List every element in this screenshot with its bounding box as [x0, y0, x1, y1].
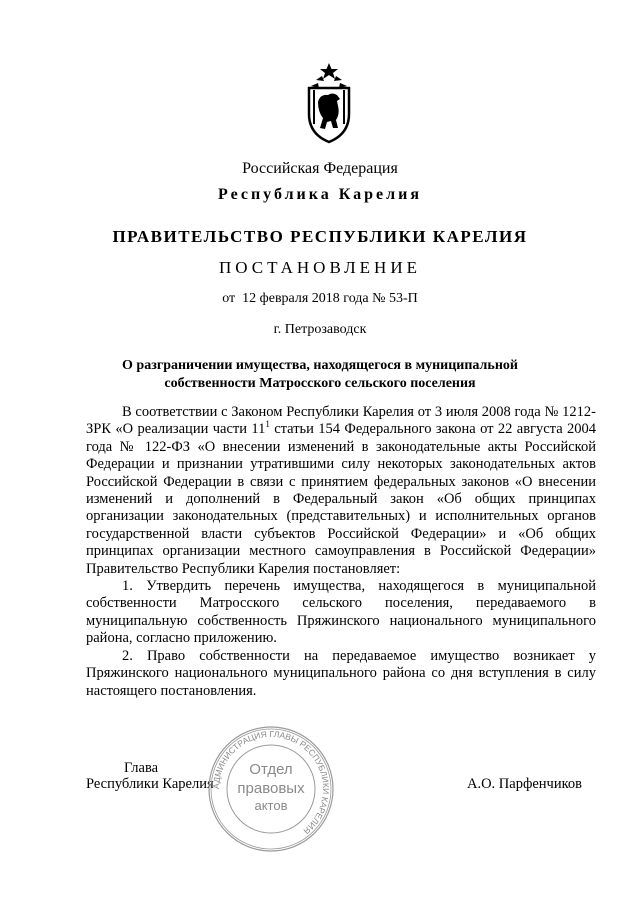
intro-paragraph — [86, 404, 596, 578]
signature-title-line-2: Республики Карелия — [86, 776, 214, 792]
republic-name: Республика Карелия — [218, 186, 422, 203]
karelia-coat-of-arms-icon — [304, 62, 354, 144]
intro-superscript: 1 — [265, 419, 270, 430]
title-line-2: собственности Матросского сельского поселения — [164, 376, 476, 391]
stamp-line-2: правовых — [237, 780, 305, 797]
intro-text-a: В соответствии с Законом Республики Карелия от 3 июля 2008 года № 1212-ЗРК «О реализации части 11 — [86, 404, 596, 438]
document-body — [86, 404, 596, 700]
date-line: от 12 февраля 2018 года № 53-П — [222, 291, 418, 306]
legal-department-stamp — [206, 724, 336, 854]
stamp-ring-text: АДМИНИСТРАЦИЯ ГЛАВЫ РЕСПУБЛИКИ КАРЕЛИЯ — [210, 728, 332, 837]
document-type: ПОСТАНОВЛЕНИЕ — [218, 258, 421, 277]
intro-text-b: статьи 154 Федерального закона от 22 августа 2004 года № 122-ФЗ «О внесении изменений в законодательные акты Российской Федерации и признании утратившими силу некоторых законодательных актов Российской Федерации в связи с принятием федеральных законов «О внесении изменений и дополнений в Федеральный закон «Об общих принципах организации законодательных (представительных) и исполнительных органов государственной власти субъектов Российской Федерации» и «Об общих принципах организации местного самоуправления в Российской Федерации» Правительство Республики Карелия постановляет: — [86, 421, 597, 577]
signatory-name: А.О. Парфенчиков — [466, 776, 582, 792]
country-name: Российская Федерация — [242, 160, 398, 177]
stamp-line-3: актов — [254, 798, 288, 813]
document-title — [0, 357, 640, 393]
title-line-1: О разграничении имущества, находящегося в муниципальной — [122, 358, 518, 373]
city-name: г. Петрозаводск — [273, 322, 367, 337]
item-1-paragraph: 1. Утвердить перечень имущества, находящегося в муниципальной собственности Матросского сельского поселения, передаваемого в муниципальную собственность Пряжинского национального муниципального района, согласно приложению. — [86, 578, 596, 647]
signature-title-line-1: Глава — [124, 760, 159, 776]
government-name: ПРАВИТЕЛЬСТВО РЕСПУБЛИКИ КАРЕЛИЯ — [112, 227, 528, 246]
stamp-line-1: Отдел — [249, 761, 293, 778]
item-2-paragraph: 2. Право собственности на передаваемое имущество возникает у Пряжинского национального муниципального района со дня вступления в силу настоящего постановления. — [86, 647, 596, 699]
